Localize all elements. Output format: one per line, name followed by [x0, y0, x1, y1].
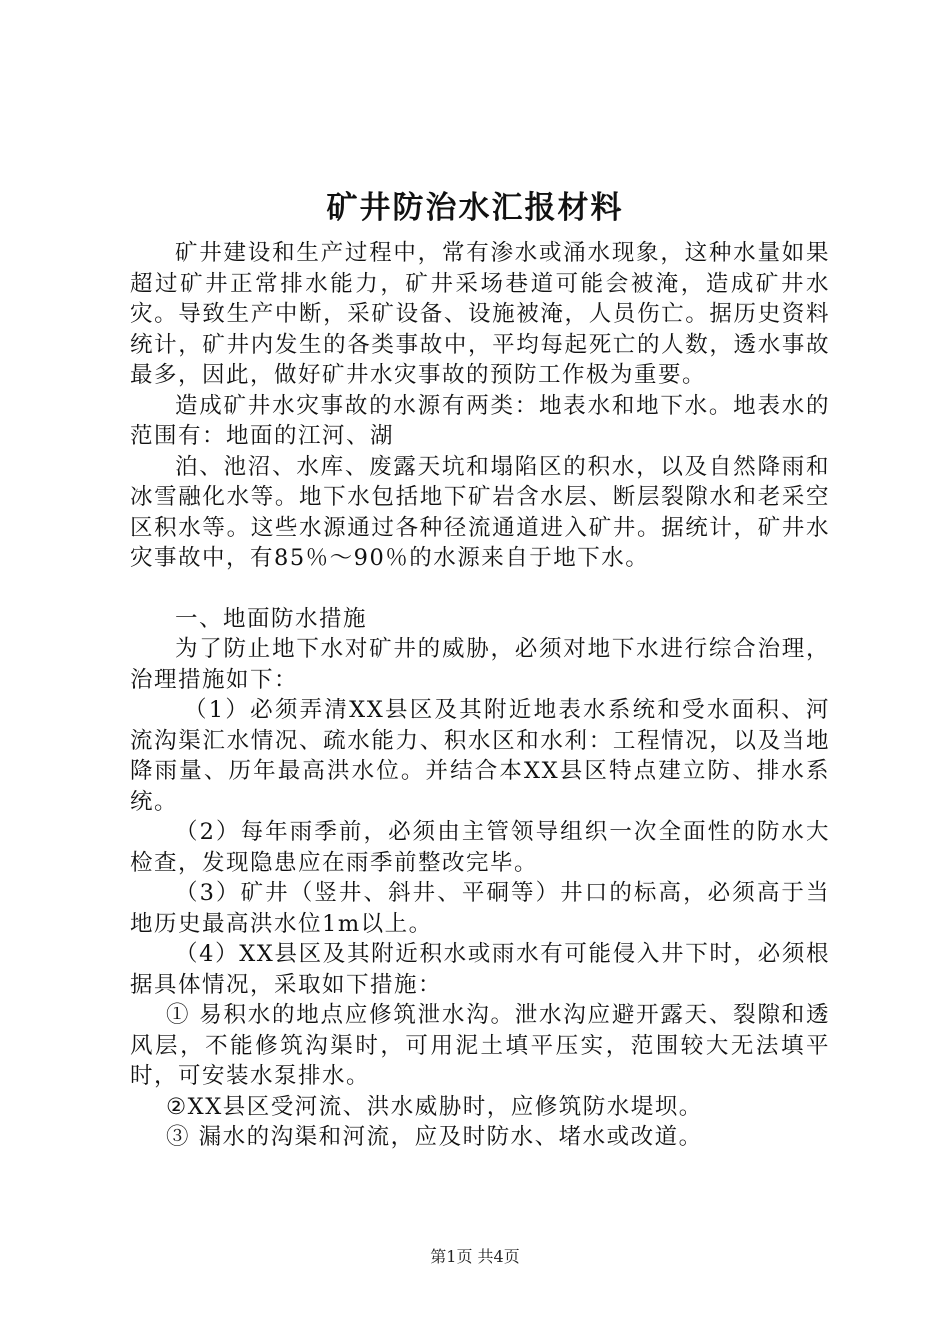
paragraph-water-sources: 造成矿井水灾事故的水源有两类：地表水和地下水。地表水的范围有：地面的江河、湖 [130, 392, 830, 449]
measure-item-4: （4）XX县区及其附近积水或雨水有可能侵入井下时，必须根据具体情况，采取如下措施： [130, 941, 830, 998]
paragraph-gap [130, 574, 830, 604]
document-title: 矿井防治水汇报材料 [326, 190, 624, 226]
section-heading-surface-water: 一、地面防水措施 [175, 605, 368, 632]
document-body [130, 238, 830, 1153]
sub-measure-1: ① 易积水的地点应修筑泄水沟。泄水沟应避开露天、裂隙和透风层，不能修筑沟渠时，可用泥土填平压实，范围较大无法填平时，可安装水泵排水。 [130, 1002, 830, 1089]
sub-measure-2: ②XX县区受河流、洪水威胁时，应修筑防水堤坝。 [166, 1093, 703, 1120]
sub-measure-3: ③ 漏水的沟渠和河流，应及时防水、堵水或改道。 [166, 1124, 703, 1150]
page-footer: 第1页 共4页 [430, 1247, 520, 1266]
paragraph-intro: 矿井建设和生产过程中，常有渗水或涌水现象，这种水量如果超过矿井正常排水能力，矿井采场巷道可能会被淹，造成矿井水灾。导致生产中断，采矿设备、设施被淹，人员伤亡。据历史资料统计，矿井内发生的各类事故中，平均每起死亡的人数，透水事故最多，因此，做好矿井水灾事故的预防工作极为重要。 [130, 240, 830, 388]
measure-item-2: （2）每年雨季前，必须由主管领导组织一次全面性的防水大检查，发现隐患应在雨季前整改完毕。 [130, 819, 830, 876]
paragraph-water-sources-continued: 泊、池沼、水库、废露天坑和塌陷区的积水，以及自然降雨和冰雪融化水等。地下水包括地下矿岩含水层、断层裂隙水和老采空区积水等。这些水源通过各种径流通道进入矿井。据统计，矿井水灾事故中，有85％～90％的水源来自于地下水。 [130, 453, 830, 571]
measure-item-1: （1）必须弄清XX县区及其附近地表水系统和受水面积、河流沟渠汇水情况、疏水能力、积水区和水利：工程情况，以及当地降雨量、历年最高洪水位。并结合本XX县区特点建立防、排水系统。 [130, 697, 830, 815]
measure-item-3: （3）矿井（竖井、斜井、平硐等）井口的标高，必须高于当地历史最高洪水位1m以上。 [130, 880, 830, 937]
paragraph-measures-intro: 为了防止地下水对矿井的威胁，必须对地下水进行综合治理，治理措施如下： [130, 636, 830, 693]
